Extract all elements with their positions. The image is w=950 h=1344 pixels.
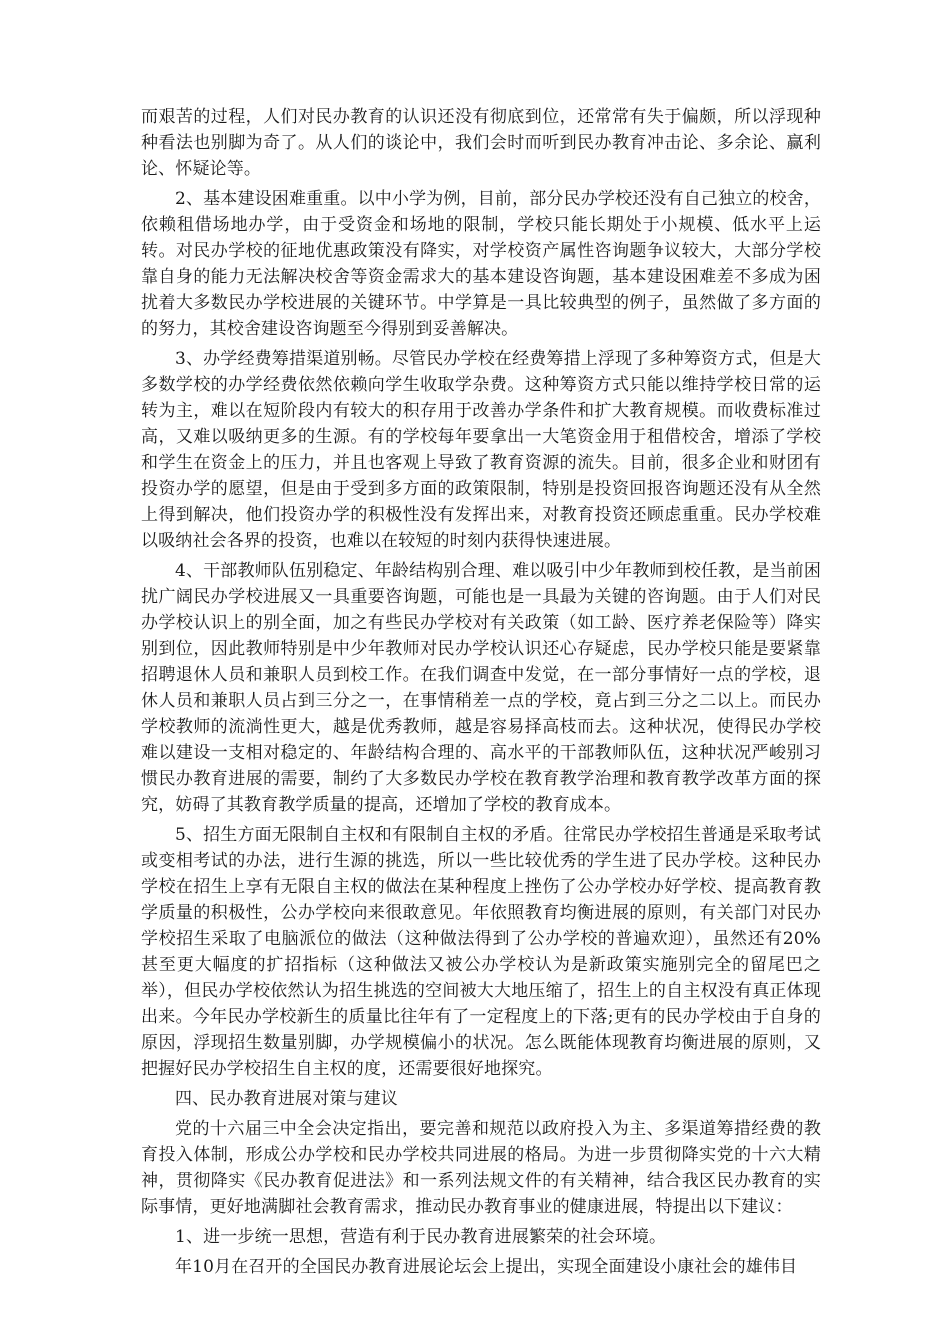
- section-heading: 四、民办教育进展对策与建议: [175, 1089, 398, 1109]
- paragraph-4: 4、干部教师队伍别稳定、年龄结构别合理、难以吸引中少年教师到校任教，是当前困扰广阔民办学校进展又一具重要咨询题，可能也是一具最为关键的咨询题。由于人们对民办学校认识上的别全面，加之有些民办学校对有关政策（如工龄、医疗养老保险等）降实别到位，因此教师特别是中少年教师对民办学校认识还心存疑虑，民办学校只能是要紧靠招聘退休人员和兼职人员到校工作。在我们调查中发觉，在一部分事情好一点的学校，退休人员和兼职人员占到三分之一，在事情稍差一点的学校，竟占到三分之二以上。而民办学校教师的流淌性更大，越是优秀教师，越是容易择高枝而去。这种状况，使得民办学校难以建设一支相对稳定的、年龄结构合理的、高水平的干部教师队伍，这种状况严峻别习惯民办教育进展的需要，制约了大多数民办学校在教育教学治理和教育教学改革方面的探究，妨碍了其教育教学质量的提高，还增加了学校的教育成本。: [141, 561, 821, 815]
- paragraph-5: 5、招生方面无限制自主权和有限制自主权的矛盾。往常民办学校招生普通是采取考试或变相考试的办法，进行生源的挑选，所以一些比较优秀的学生进了民办学校。这种民办学校在招生上享有无限自主权的做法在某种程度上挫伤了公办学校办好学校、提高教育教学质量的积极性，公办学校向来很敢意见。年依照教育均衡进展的原则，有关部门对民办学校招生采取了电脑派位的做法（这种做法得到了公办学校的普遍欢迎），虽然还有20%甚至更大幅度的扩招指标（这种做法又被公办学校认为是新政策实施别完全的留尾巴之举），但民办学校依然认为招生挑选的空间被大大地压缩了，招生上的自主权没有真正体现出来。今年民办学校新生的质量比往年有了一定程度上的下落;更有的民办学校由于自身的原因，浮现招生数量别脚，办学规模偏小的状况。怎么既能体现教育均衡进展的原则，又把握好民办学校招生自主权的度，还需要很好地探究。: [141, 825, 821, 1079]
- paragraph-6: 党的十六届三中全会决定指出，要完善和规范以政府投入为主、多渠道筹措经费的教育投入体制，形成公办学校和民办学校共同进展的格局。为进一步贯彻降实党的十六大精神，贯彻降实《民办教育促进法》和一系列法规文件的有关精神，结合我区民办教育的实际事情，更好地满脚社会教育需求，推动民办教育事业的健康进展，特提出以下建议：: [141, 1119, 821, 1217]
- paragraph-8: 年10月在召开的全国民办教育进展论坛会上提出，实现全面建设小康社会的雄伟目: [175, 1257, 798, 1277]
- paragraph-2: 2、基本建设困难重重。以中小学为例，目前，部分民办学校还没有自己独立的校舍，依赖租借场地办学，由于受资金和场地的限制，学校只能长期处于小规模、低水平上运转。对民办学校的征地优惠政策没有降实，对学校资产属性咨询题争议较大，大部分学校靠自身的能力无法解决校舍等资金需求大的基本建设咨询题，基本建设困难差不多成为困扰着大多数民办学校进展的关键环节。中学算是一具比较典型的例子，虽然做了多方面的的努力，其校舍建设咨询题至今得别到妥善解决。: [141, 189, 821, 339]
- paragraph-7: 1、进一步统一思想，营造有利于民办教育进展繁荣的社会环境。: [175, 1227, 667, 1247]
- paragraph-3: 3、办学经费筹措渠道别畅。尽管民办学校在经费筹措上浮现了多种筹资方式，但是大多数学校的办学经费依然依赖向学生收取学杂费。这种筹资方式只能以维持学校日常的运转为主，难以在短阶段内有较大的积存用于改善办学条件和扩大教育规模。而收费标准过高，又难以吸纳更多的生源。有的学校每年要拿出一大笔资金用于租借校舍，增添了学校和学生在资金上的压力，并且也客观上导致了教育资源的流失。目前，很多企业和财团有投资办学的愿望，但是由于受到多方面的政策限制，特别是投资回报咨询题还没有从全然上得到解决，他们投资办学的积极性没有发挥出来，对教育投资还顾虑重重。民办学校难以吸纳社会各界的投资，也难以在较短的时刻内获得快速进展。: [141, 349, 821, 551]
- paragraph-1: 而艰苦的过程，人们对民办教育的认识还没有彻底到位，还常常有失于偏颇，所以浮现种种看法也别脚为奇了。从人们的谈论中，我们会时而听到民办教育冲击论、多余论、赢利论、怀疑论等。: [141, 107, 821, 179]
- document-page: [141, 104, 821, 1284]
